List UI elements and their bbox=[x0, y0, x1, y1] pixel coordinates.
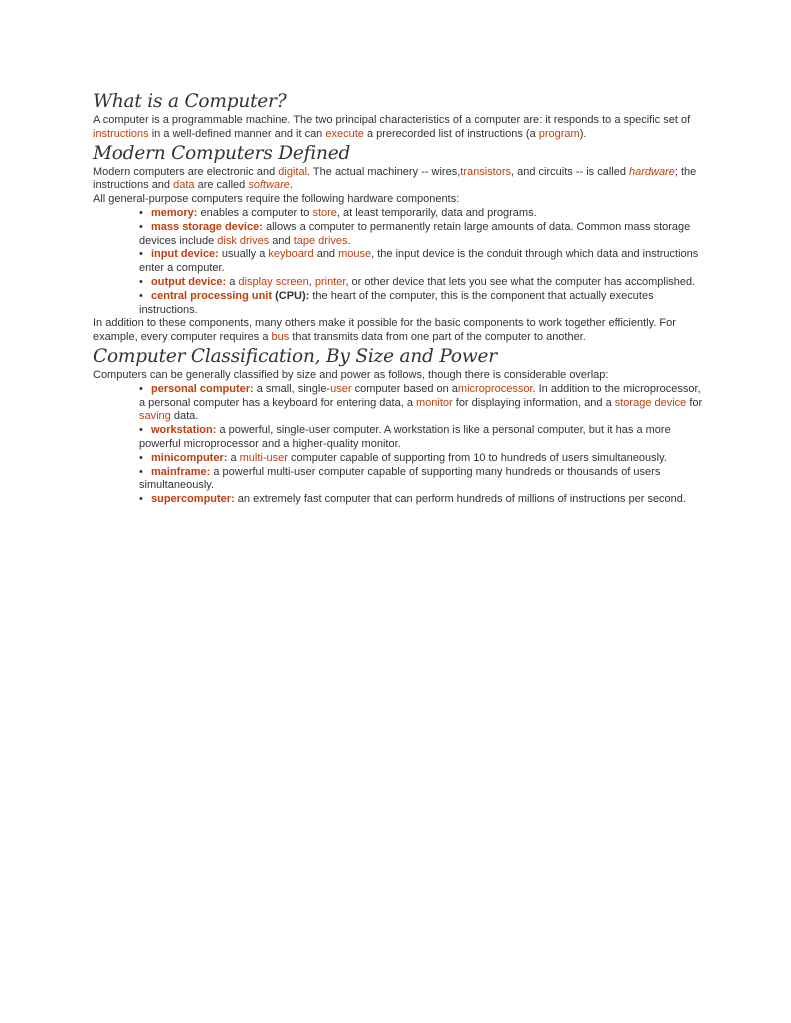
link-monitor[interactable]: monitor bbox=[416, 396, 453, 409]
text: . In addition to the microprocessor, a personal computer has a keyboard for entering data, a bbox=[139, 382, 701, 409]
list-item-personal-computer bbox=[139, 383, 703, 424]
bullet-icon: • bbox=[139, 248, 143, 261]
link-instructions[interactable]: instructions bbox=[93, 127, 149, 140]
bullet-icon: • bbox=[139, 289, 143, 302]
link-memory[interactable]: memory: bbox=[151, 206, 198, 219]
link-keyboard[interactable]: keyboard bbox=[268, 248, 314, 261]
list-item-memory bbox=[139, 207, 703, 221]
list-item-cpu bbox=[139, 290, 703, 318]
text: the heart of the computer, this is the component that actually executes instructions. bbox=[139, 289, 654, 316]
list-item-body bbox=[139, 383, 703, 424]
hardware-components-list bbox=[93, 207, 703, 317]
link-mass-storage-device[interactable]: mass storage device: bbox=[151, 220, 263, 233]
text: , and circuits -- is called bbox=[511, 165, 629, 178]
text: and bbox=[269, 234, 294, 247]
text: an extremely fast computer that can perform hundreds of millions of instructions per second. bbox=[234, 493, 686, 506]
link-input-device[interactable]: input device: bbox=[151, 248, 219, 261]
paragraph-classification-intro: Computers can be generally classified by size and power as follows, though there is considerable overlap: bbox=[93, 368, 609, 381]
list-item-output-device bbox=[139, 276, 703, 290]
paragraph-definition bbox=[93, 114, 703, 142]
link-storage-device[interactable]: storage device bbox=[614, 396, 687, 409]
text: , bbox=[308, 275, 315, 288]
list-item-body bbox=[139, 493, 703, 507]
link-transistors[interactable]: transistors bbox=[460, 165, 512, 178]
heading-modern-computers-defined: Modern Computers Defined bbox=[93, 142, 351, 164]
text: a prerecorded list of instructions (a bbox=[363, 127, 539, 140]
classification-list bbox=[93, 383, 703, 507]
text: Modern computers are electronic and bbox=[93, 165, 279, 178]
list-item-workstation bbox=[139, 424, 703, 452]
link-store[interactable]: store bbox=[312, 206, 337, 219]
text: for bbox=[686, 396, 703, 409]
bullet-icon: • bbox=[139, 382, 143, 395]
text: computer based on a bbox=[351, 382, 458, 395]
link-hardware[interactable]: hardware bbox=[629, 165, 675, 178]
text: , or other device that lets you see what the computer has accomplished. bbox=[345, 275, 696, 288]
link-bus[interactable]: bus bbox=[271, 331, 290, 344]
list-item-minicomputer bbox=[139, 452, 703, 466]
text: . The actual machinery -- wires, bbox=[307, 165, 461, 178]
link-data[interactable]: data bbox=[173, 179, 195, 192]
text: a bbox=[226, 275, 239, 288]
link-digital[interactable]: digital bbox=[278, 165, 308, 178]
text: . bbox=[347, 234, 351, 247]
text: a bbox=[227, 451, 240, 464]
text: A computer is a programmable machine. The two principal characteristics of a computer are: it responds to a specific set of bbox=[93, 114, 691, 126]
text: , at least temporarily, data and programs. bbox=[336, 206, 537, 219]
link-central-processing-unit[interactable]: central processing unit bbox=[151, 289, 273, 302]
paragraph-components-intro: All general-purpose computers require the following hardware components: bbox=[93, 193, 460, 206]
list-item-body bbox=[139, 276, 703, 290]
text: ). bbox=[579, 127, 587, 140]
bullet-icon: • bbox=[139, 465, 143, 478]
link-user[interactable]: user bbox=[330, 382, 352, 395]
link-multi-user[interactable]: multi-user bbox=[239, 451, 288, 464]
text: are called bbox=[194, 179, 249, 192]
link-personal-computer[interactable]: personal computer: bbox=[151, 382, 254, 395]
bullet-icon: • bbox=[139, 424, 143, 437]
list-item-body bbox=[139, 466, 703, 494]
list-item-input-device bbox=[139, 248, 703, 276]
link-minicomputer[interactable]: minicomputer: bbox=[151, 451, 228, 464]
bullet-icon: • bbox=[139, 493, 143, 506]
text: in a well-defined manner and it can bbox=[148, 127, 326, 140]
text: allows a computer to permanently retain large amounts of data. Common mass storage devices include bbox=[139, 220, 691, 247]
link-software[interactable]: software bbox=[248, 179, 290, 192]
list-item-supercomputer bbox=[139, 493, 703, 507]
text: ; the instructions and bbox=[93, 165, 697, 192]
text: for displaying information, and a bbox=[452, 396, 615, 409]
heading-what-is-a-computer: What is a Computer? bbox=[93, 91, 287, 112]
text: , the input device is the conduit through which data and instructions enter a computer. bbox=[139, 248, 699, 275]
link-microprocessor[interactable]: microprocessor bbox=[457, 382, 533, 395]
document bbox=[93, 90, 703, 507]
text: data. bbox=[170, 410, 199, 423]
link-mainframe[interactable]: mainframe: bbox=[151, 465, 211, 478]
bullet-icon: • bbox=[139, 275, 143, 288]
text: computer capable of supporting from 10 to hundreds of users simultaneously. bbox=[287, 451, 667, 464]
bullet-icon: • bbox=[139, 220, 143, 233]
cpu-abbreviation: (CPU): bbox=[272, 289, 310, 302]
list-item-body bbox=[139, 424, 703, 452]
link-output-device[interactable]: output device: bbox=[151, 275, 227, 288]
link-saving[interactable]: saving bbox=[139, 410, 171, 423]
link-disk-drives[interactable]: disk drives bbox=[217, 234, 270, 247]
link-workstation[interactable]: workstation: bbox=[151, 424, 217, 437]
text: enables a computer to bbox=[197, 206, 313, 219]
list-item-body bbox=[139, 452, 703, 466]
paragraph-modern bbox=[93, 166, 703, 194]
text: . bbox=[289, 179, 293, 192]
paragraph-bus bbox=[93, 317, 703, 345]
list-item-mainframe bbox=[139, 466, 703, 494]
link-mouse[interactable]: mouse bbox=[338, 248, 372, 261]
link-execute[interactable]: execute bbox=[325, 127, 364, 140]
list-item-body bbox=[139, 290, 703, 318]
text: usually a bbox=[218, 248, 269, 261]
text: and bbox=[313, 248, 339, 261]
text: a powerful multi-user computer capable of supporting many hundreds or thousands of users simultaneously. bbox=[139, 465, 661, 492]
heading-computer-classification: Computer Classification, By Size and Power bbox=[93, 345, 497, 367]
list-item-body bbox=[139, 207, 703, 221]
bullet-icon: • bbox=[139, 451, 143, 464]
link-display-screen[interactable]: display screen bbox=[238, 275, 309, 288]
link-supercomputer[interactable]: supercomputer: bbox=[151, 493, 235, 506]
list-item-body bbox=[139, 248, 703, 276]
link-program[interactable]: program bbox=[538, 127, 580, 140]
text: a powerful, single-user computer. A workstation is like a personal computer, but it has a more powerful microprocessor and a higher-quality monitor. bbox=[139, 424, 671, 450]
bullet-icon: • bbox=[139, 206, 143, 219]
list-item-mass-storage bbox=[139, 221, 703, 249]
link-tape-drives[interactable]: tape drives bbox=[293, 234, 348, 247]
link-printer[interactable]: printer bbox=[314, 275, 346, 288]
list-item-body bbox=[139, 221, 703, 249]
text: a small, single- bbox=[253, 382, 331, 395]
text: that transmits data from one part of the computer to another. bbox=[289, 331, 586, 344]
text: In addition to these components, many others make it possible for the basic components to work together efficiently. For example, every computer requires a bbox=[93, 317, 676, 344]
